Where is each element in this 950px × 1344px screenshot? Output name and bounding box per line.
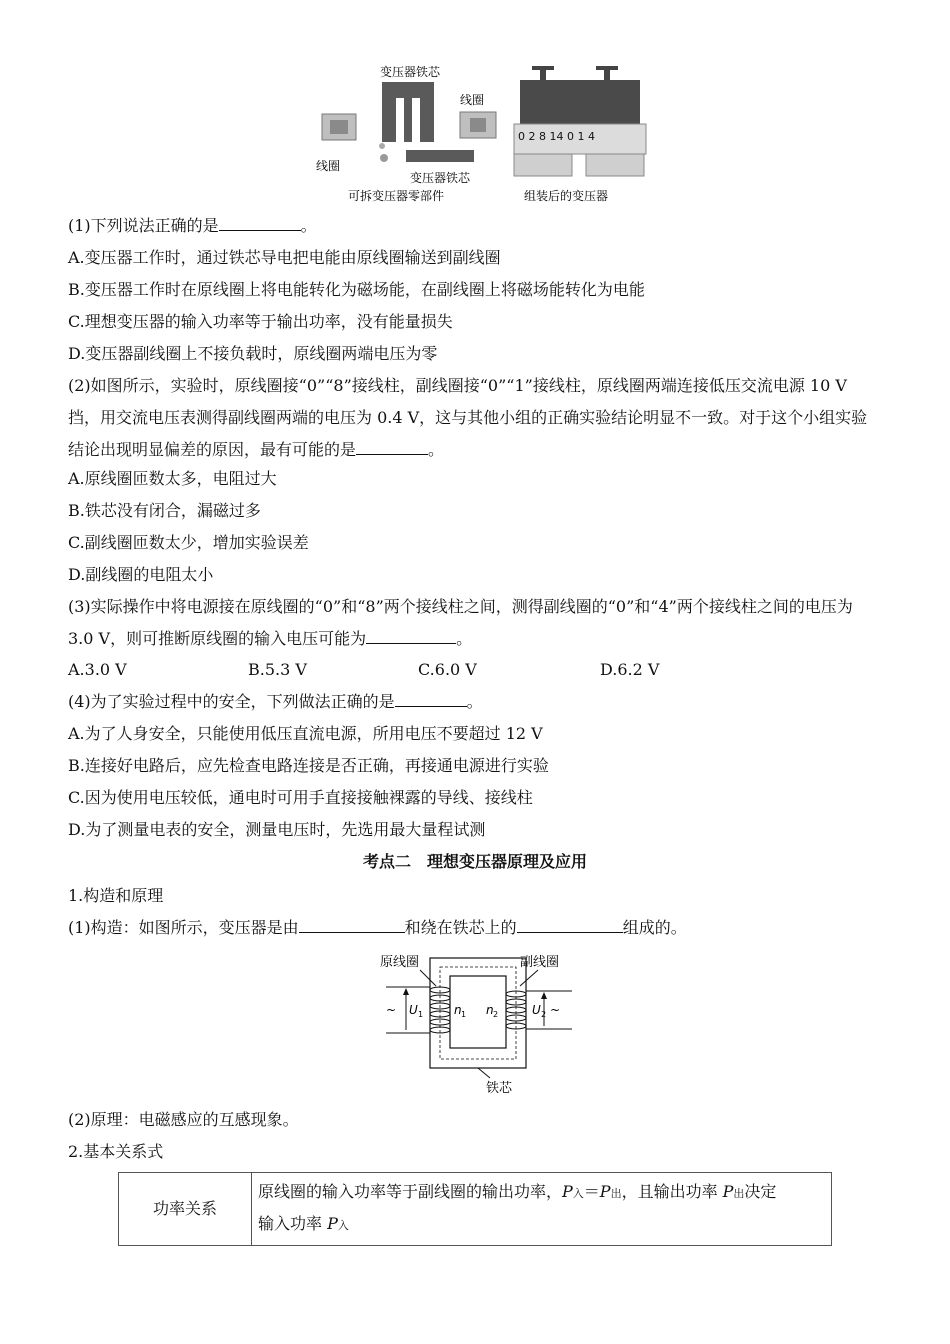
n1-subscript: 1 [461,1010,467,1019]
q1-stem: (1)下列说法正确的是 。 [68,210,888,242]
relation-value: 原线圈的输入功率等于副线圈的输出功率，P入＝P出，且输出功率 P出决定 输入功率 P入 [252,1173,832,1246]
table-row [119,1173,832,1246]
q1-option-b: B.变压器工作时在原线圈上将电能转化为磁场能，在副线圈上将磁场能转化为电能 [68,280,645,299]
u2-label: U [532,1003,541,1017]
core-bar-part [406,150,474,162]
u2-subscript: 2 [541,1010,547,1019]
q4-stem: (4)为了实验过程中的安全，下列做法正确的是 。 [68,686,888,718]
q3-option-c: C.6.0 V [418,660,477,679]
flux-path [440,967,516,1059]
fig1-coil-right-label: 线圈 [460,93,485,107]
fig1-core-top-label: 变压器铁芯 [380,65,441,79]
s2-title: 2.基本关系式 [68,1142,164,1161]
q1-option-a: A.变压器工作时，通过铁芯导电把电能由原线圈输送到副线圈 [68,248,501,267]
core-u-shape [382,82,434,142]
q2-option-a: A.原线圈匝数太多，电阻过大 [68,469,277,488]
q4-option-c: C.因为使用电压较低，通电时可用手直接接触裸露的导线、接线柱 [68,788,533,807]
s1-construct: (1)构造：如图所示，变压器是由 和绕在铁芯上的 组成的。 [68,912,888,944]
q2-stem: (2)如图所示，实验时，原线圈接“0”“8”接线柱，副线圈接“0”“1”接线柱，原线圈两端连接低压交流电源 10 V 挡，用交流电压表测得副线圈两端的电压为 0.4 V，这与其他小组的正确实验结论明显不一致。对于这个小组实验结论出现明显偏差的原因，最有可能的是 。 [68,376,868,459]
q2-answer-blank[interactable] [356,436,428,455]
terminal-numbers: 0 2 8 14 0 1 4 [518,130,595,143]
q3-options-row [68,654,888,686]
q4-answer-blank[interactable] [395,688,467,707]
fig1-core-bottom-label: 变压器铁芯 [410,171,471,185]
construct-blank-2[interactable] [517,914,623,933]
transformer-parts-figure [300,58,650,206]
q4-option-a: A.为了人身安全，只能使用低压直流电源，所用电压不要超过 12 V [68,724,543,743]
n2-subscript: 2 [493,1010,499,1019]
q3-stem: (3)实际操作中将电源接在原线圈的“0”和“8”两个接线柱之间，测得副线圈的“0”和“4”两个接线柱之间的电压为 3.0 V，则可推断原线圈的输入电压可能为 。 [68,597,853,648]
q3-option-b: B.5.3 V [248,660,307,679]
q1-option-c: C.理想变压器的输入功率等于输出功率，没有能量损失 [68,312,453,331]
n1-label: n [454,1003,462,1017]
q2-option-b: B.铁芯没有闭合，漏磁过多 [68,501,261,520]
section-heading: 考点二 理想变压器原理及应用 [362,852,587,871]
q2-option-c: C.副线圈匝数太少，增加实验误差 [68,533,309,552]
fig1-assembled-caption: 组装后的变压器 [524,189,609,203]
q4-option-d: D.为了测量电表的安全，测量电压时，先选用最大量程试测 [68,820,486,839]
q3-answer-blank[interactable] [366,625,456,644]
u1-subscript: 1 [418,1010,424,1019]
primary-coil-label: 原线圈 [380,955,420,970]
primary-ac-symbol: ~ [386,1003,397,1017]
q4-option-b: B.连接好电路后，应先检查电路连接是否正确，再接通电源进行实验 [68,756,549,775]
secondary-ac-symbol: ~ [550,1003,561,1017]
q2-option-d: D.副线圈的电阻太小 [68,565,214,584]
secondary-coil-label: 副线圈 [520,955,560,970]
transformer-schematic [378,950,578,1100]
assembled-transformer [520,80,640,126]
core-label: 铁芯 [486,1081,513,1096]
q3-option-a: A.3.0 V [68,660,127,679]
q3-option-d: D.6.2 V [600,660,660,679]
relation-table [118,1172,832,1246]
relation-key: 功率关系 [119,1173,252,1246]
q1-answer-blank[interactable] [219,212,301,231]
s1-title: 1.构造和原理 [68,886,164,905]
q1-option-d: D.变压器副线圈上不接负载时，原线圈两端电压为零 [68,344,438,363]
s1-principle: (2)原理：电磁感应的互感现象。 [68,1110,299,1129]
construct-blank-1[interactable] [299,914,405,933]
secondary-coil [506,991,526,1029]
fig1-coil-left-label: 线圈 [316,159,341,173]
u1-label: U [409,1003,418,1017]
fig1-parts-caption: 可拆变压器零部件 [348,189,445,203]
n2-label: n [486,1003,494,1017]
